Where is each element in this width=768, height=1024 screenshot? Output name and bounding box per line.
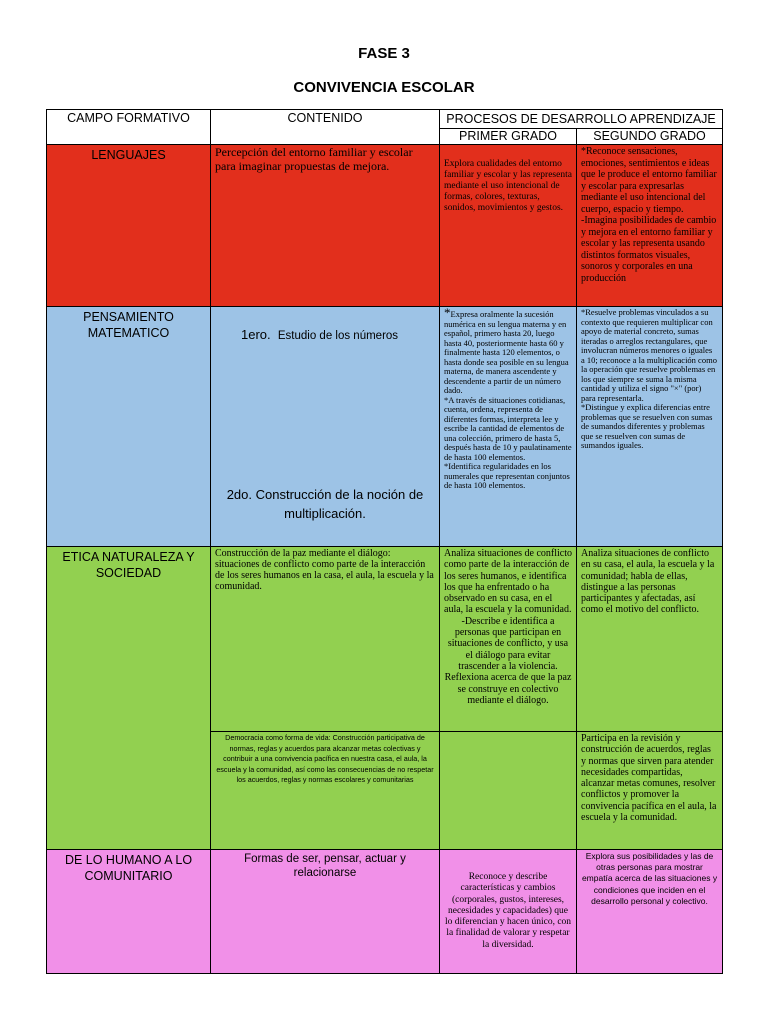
campo-etica: ETICA NATURALEZA Y SOCIEDAD — [47, 547, 211, 850]
row-humano — [47, 850, 723, 974]
page-title: FASE 3 — [358, 45, 410, 62]
primer-grado-pensamiento: *Expresa oralmente la sucesión numérica en su lengua materna y en español, primero hasta 20, luego hasta 40, posteriormente hasta 60 y finalmente hasta 120 elementos, o hasta donde sea posible en su lengua materna, de manera ascendente y descendente a partir de un número dado. *A través de situaciones cotidianas, cuenta, ordena, representa de diferentes formas, interpreta lee y escribe la cantidad de elementos de una colección, primero de hasta 5, después hasta de 10 y paulatinamente de hasta 100 elementos. *Identifica regularidades en los numerales que representan conjuntos de hasta 100 elementos. — [440, 307, 577, 547]
header-procesos: PROCESOS DE DESARROLLO APRENDIZAJE — [440, 110, 723, 129]
contenido-etica-paz: Construcción de la paz mediante el diálogo: situaciones de conflicto como parte de la interacción de los seres humanos en la casa, el aula, la escuela y la comunidad. — [211, 547, 440, 732]
segundo-grado-humano: Explora sus posibilidades y las de otras personas para mostrar empatía acerca de las situaciones y condiciones que inciden en el desarrollo personal y colectivo. — [577, 850, 723, 974]
segundo-grado-pensamiento: *Resuelve problemas vinculados a su contexto que requieren multiplicar con apoyo de material concreto, sumas iteradas o arreglos rectangulares, que involucran números menores o iguales a 10; reconoce a la multiplicación como la operación que resuelve problemas en los que siempre se suma la misma cantidad y utiliza el signo "×" (por) para representarla. *Distingue y explica diferencias entre problemas que se resuelven con sumas de sumandos diferentes y problemas que se resuelven con sumas de sumandos iguales. — [577, 307, 723, 547]
row-pensamiento — [47, 307, 723, 547]
header-primer-grado: PRIMER GRADO — [440, 129, 577, 145]
primer-grado-lenguajes: Explora cualidades del entorno familiar y escolar y las representa mediante el uso intencional de formas, colores, texturas, sonidos, movimientos y gestos. — [440, 145, 577, 307]
row-etica-a — [47, 547, 723, 732]
campo-lenguajes: LENGUAJES — [47, 145, 211, 307]
page-subtitle: CONVIVENCIA ESCOLAR — [293, 79, 475, 96]
contenido-lenguajes: Percepción del entorno familiar y escolar para imaginar propuestas de mejora. — [211, 145, 440, 307]
header-campo: CAMPO FORMATIVO — [47, 110, 211, 145]
segundo-grado-etica-paz: Analiza situaciones de conflicto en su casa, el aula, la escuela y la comunidad; habla de ellas, distingue a las personas participantes y afectadas, así como el motivo del conflicto. — [577, 547, 723, 732]
segundo-grado-etica-democracia: Participa en la revisión y construcción de acuerdos, reglas y normas que sirven para atender necesidades compartidas, alcanzar metas comunes, resolver conflictos y promover la convivencia pacífica en el aula, la escuela y la comunidad. — [577, 732, 723, 850]
contenido-humano: Formas de ser, pensar, actuar y relacionarse — [211, 850, 440, 974]
header-row — [47, 110, 723, 129]
segundo-grado-lenguajes: *Reconoce sensaciones, emociones, sentimientos e ideas que le produce el entorno familiar y escolar para expresarlas mediante el uso intencional del cuerpo, espacio y tiempo. -Imagina posibilidades de cambio y mejora en el entorno familiar y escolar y las representa usando distintos formatos visuales, sonoros y corporales en una producción — [577, 145, 723, 307]
primer-grado-etica-democracia — [440, 732, 577, 850]
contenido-pensamiento-2: 2do. Construcción de la noción de multiplicación. — [226, 487, 424, 521]
campo-humano: DE LO HUMANO A LO COMUNITARIO — [47, 850, 211, 974]
contenido-pensamiento — [211, 307, 440, 547]
contenido-etica-democracia: Democracia como forma de vida: Construcción participativa de normas, reglas y acuerdos para alcanzar metas colectivas y contribuir a una convivencia pacífica en nuestra casa, el aula, la escuela y la comunidad, así como las consecuencias de no respetar los acuerdos, reglas y normas escolares y comunitarias — [211, 732, 440, 850]
curriculum-table — [46, 109, 723, 974]
campo-pensamiento: PENSAMIENTO MATEMATICO — [47, 307, 211, 547]
header-contenido: CONTENIDO — [211, 110, 440, 145]
header-segundo-grado: SEGUNDO GRADO — [577, 129, 723, 145]
row-lenguajes — [47, 145, 723, 307]
primer-grado-etica-paz: Analiza situaciones de conflicto como parte de la interacción de los seres humanos, e identifica los que ha enfrentado o ha observado en su casa, en el aula, la escuela y la comunidad. -Describe e identifica a personas que participan en situaciones de conflicto, y usa el diálogo para evitar trascender a la violencia. Reflexiona acerca de que la paz se construye en colectivo mediante el diálogo. — [440, 547, 577, 732]
contenido-pensamiento-1: 1ero. Estudio de los números — [241, 327, 399, 342]
primer-grado-humano: Reconoce y describe características y cambios (corporales, gustos, intereses, necesidades y capacidades) que lo diferencian y hacen único, con la finalidad de valorar y respetar la diversidad. — [440, 850, 577, 974]
